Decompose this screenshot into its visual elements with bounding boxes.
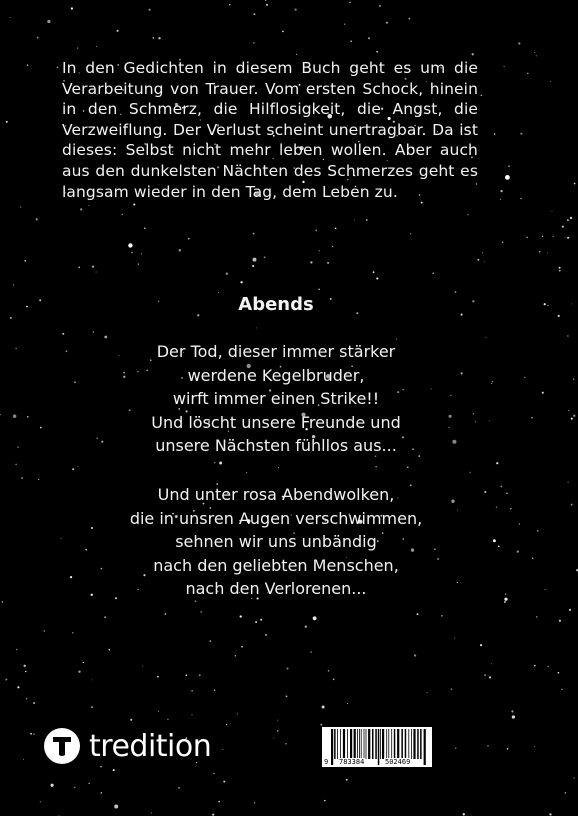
star bbox=[558, 672, 560, 674]
star bbox=[36, 218, 38, 220]
star bbox=[157, 676, 159, 678]
star bbox=[366, 219, 368, 221]
star bbox=[199, 674, 201, 676]
star bbox=[547, 253, 548, 254]
star bbox=[51, 784, 54, 787]
star bbox=[212, 814, 214, 816]
star bbox=[179, 249, 181, 251]
star bbox=[6, 121, 8, 123]
star bbox=[254, 802, 256, 804]
star bbox=[567, 219, 569, 221]
star bbox=[507, 748, 509, 750]
star bbox=[534, 52, 535, 53]
star bbox=[62, 333, 64, 335]
star bbox=[130, 719, 132, 721]
star bbox=[104, 336, 107, 339]
star bbox=[37, 37, 39, 39]
star bbox=[219, 462, 222, 465]
star bbox=[253, 42, 254, 43]
poem-line: Und löscht unsere Freunde und bbox=[151, 412, 401, 432]
star bbox=[344, 23, 345, 24]
star bbox=[480, 644, 482, 646]
star bbox=[109, 649, 111, 651]
poem-line: nach den Verlorenen... bbox=[185, 579, 367, 599]
star bbox=[2, 601, 4, 603]
star bbox=[558, 315, 560, 317]
star bbox=[80, 208, 82, 210]
star bbox=[92, 679, 93, 680]
star bbox=[191, 690, 192, 691]
poem-line: Und unter rosa Abendwolken, bbox=[157, 485, 395, 504]
star bbox=[43, 630, 44, 631]
star bbox=[142, 666, 143, 667]
star bbox=[542, 236, 543, 237]
star bbox=[427, 692, 428, 693]
star bbox=[376, 277, 378, 279]
star bbox=[16, 649, 17, 650]
star bbox=[333, 678, 335, 680]
poem-line: werdene Kegelbruder, bbox=[187, 365, 365, 385]
star bbox=[223, 781, 225, 783]
star bbox=[265, 634, 267, 636]
star bbox=[260, 619, 262, 621]
star bbox=[536, 55, 537, 56]
star bbox=[226, 724, 227, 725]
barcode-digit-first: 9 bbox=[324, 758, 329, 766]
star bbox=[305, 625, 307, 627]
star bbox=[78, 671, 80, 673]
star bbox=[235, 655, 236, 656]
barcode-digits-right: 502469 bbox=[385, 758, 411, 766]
star bbox=[432, 273, 433, 274]
star bbox=[508, 166, 509, 167]
star bbox=[96, 46, 97, 47]
star bbox=[164, 613, 166, 615]
star bbox=[266, 4, 268, 6]
star bbox=[568, 410, 569, 411]
star bbox=[410, 233, 411, 234]
star bbox=[409, 18, 411, 20]
star bbox=[200, 611, 201, 612]
star bbox=[567, 237, 569, 239]
star bbox=[218, 801, 220, 803]
star bbox=[454, 638, 455, 639]
star bbox=[148, 9, 150, 11]
star bbox=[559, 270, 561, 272]
star bbox=[264, 256, 266, 258]
star bbox=[26, 698, 27, 699]
blurb-text: In den Gedichten in diesem Buch geht es um die Verarbeitung von Trauer. Vom ersten Schock, hinein in den Schmerz, die Hilflosigkeit, die Angst, die Verzweiflung. Der Verlust scheint unertragbar. Da ist dieses: Selbst nicht mehr leben wollen. Aber auch aus den dunkelsten Nächten des Schmerzes geht es langsam wieder in den Tag, dem Leben zu. bbox=[62, 59, 478, 201]
star bbox=[463, 813, 465, 815]
poem-stanza-2 bbox=[0, 483, 552, 601]
star bbox=[485, 337, 486, 338]
star bbox=[178, 787, 180, 789]
star bbox=[101, 792, 103, 794]
star bbox=[226, 273, 228, 275]
star bbox=[88, 783, 89, 784]
barcode-digits-left: 783384 bbox=[339, 758, 365, 766]
star bbox=[10, 17, 11, 18]
star bbox=[114, 804, 118, 808]
star bbox=[188, 238, 190, 240]
star bbox=[571, 504, 573, 506]
star bbox=[386, 22, 388, 24]
star bbox=[278, 467, 279, 468]
star bbox=[144, 227, 146, 229]
poem-line: unsere Nächsten fühllos aus... bbox=[155, 436, 397, 456]
poem-title: Abends bbox=[238, 294, 314, 315]
star bbox=[328, 670, 330, 672]
star bbox=[74, 787, 75, 788]
star bbox=[310, 651, 311, 652]
star bbox=[520, 198, 521, 199]
star bbox=[23, 759, 24, 760]
star bbox=[77, 47, 78, 48]
star bbox=[138, 263, 139, 264]
star bbox=[571, 303, 572, 304]
star bbox=[347, 703, 348, 704]
star bbox=[277, 720, 278, 721]
star bbox=[47, 20, 50, 23]
star bbox=[505, 175, 510, 180]
star bbox=[78, 267, 80, 269]
star bbox=[567, 335, 568, 336]
star bbox=[273, 737, 274, 738]
star bbox=[414, 654, 416, 656]
star bbox=[38, 479, 39, 480]
star bbox=[13, 284, 14, 285]
star bbox=[237, 713, 238, 714]
star bbox=[562, 226, 564, 228]
star bbox=[113, 769, 115, 771]
star bbox=[5, 678, 7, 680]
star bbox=[256, 327, 257, 328]
star bbox=[335, 228, 337, 230]
star bbox=[296, 54, 297, 55]
star bbox=[72, 468, 74, 470]
star bbox=[534, 746, 535, 747]
star bbox=[518, 42, 520, 44]
star bbox=[487, 745, 488, 746]
star bbox=[489, 676, 491, 678]
star bbox=[20, 207, 21, 208]
poem-line: sehnen wir uns unbändig bbox=[175, 532, 377, 552]
star bbox=[320, 724, 322, 726]
star bbox=[72, 632, 73, 633]
star bbox=[253, 258, 257, 262]
star bbox=[441, 615, 443, 617]
star bbox=[481, 95, 483, 97]
star bbox=[559, 620, 561, 622]
star bbox=[167, 719, 168, 720]
star bbox=[122, 214, 124, 216]
star bbox=[500, 199, 501, 200]
star bbox=[417, 613, 419, 615]
star bbox=[83, 662, 84, 663]
star bbox=[33, 702, 35, 704]
star bbox=[286, 667, 288, 669]
star bbox=[104, 616, 106, 618]
star bbox=[494, 133, 495, 134]
star bbox=[128, 243, 132, 247]
star bbox=[218, 292, 219, 293]
star bbox=[294, 8, 296, 10]
star bbox=[191, 714, 192, 715]
star bbox=[455, 291, 457, 293]
star bbox=[319, 250, 320, 251]
star bbox=[96, 271, 97, 272]
star bbox=[375, 466, 376, 467]
star bbox=[315, 230, 317, 232]
star bbox=[511, 710, 513, 712]
isbn-barcode bbox=[322, 727, 432, 767]
star bbox=[33, 733, 35, 735]
star bbox=[27, 64, 28, 65]
star bbox=[502, 242, 503, 243]
star bbox=[569, 609, 571, 611]
star bbox=[504, 66, 505, 67]
star bbox=[285, 743, 287, 745]
star bbox=[71, 7, 73, 9]
star bbox=[141, 253, 142, 254]
poem-line: Der Tod, dieser immer stärker bbox=[156, 342, 396, 361]
star bbox=[520, 133, 522, 135]
star bbox=[553, 236, 554, 237]
star bbox=[379, 5, 381, 7]
star bbox=[77, 466, 78, 467]
publisher-logo bbox=[44, 726, 211, 766]
star bbox=[15, 464, 17, 466]
star bbox=[318, 289, 319, 290]
poem-line: nach den geliebten Menschen, bbox=[153, 555, 399, 575]
star bbox=[253, 13, 255, 15]
star bbox=[472, 53, 474, 55]
star bbox=[512, 715, 515, 718]
star bbox=[368, 37, 370, 39]
star bbox=[561, 689, 562, 690]
star bbox=[568, 482, 569, 483]
star bbox=[30, 733, 32, 735]
star bbox=[286, 696, 288, 698]
star bbox=[549, 813, 551, 815]
star bbox=[477, 259, 479, 261]
star bbox=[526, 237, 528, 239]
star bbox=[574, 777, 575, 778]
star bbox=[158, 711, 159, 712]
star bbox=[547, 666, 549, 668]
star bbox=[500, 190, 502, 192]
star bbox=[346, 779, 348, 781]
star bbox=[117, 30, 119, 32]
star bbox=[469, 472, 470, 473]
star bbox=[40, 801, 41, 802]
star bbox=[265, 0, 266, 1]
star bbox=[354, 219, 355, 220]
star bbox=[349, 2, 350, 3]
star bbox=[277, 730, 279, 732]
star bbox=[570, 217, 572, 219]
star bbox=[229, 4, 231, 6]
star bbox=[467, 214, 468, 215]
star bbox=[88, 205, 89, 206]
star bbox=[491, 663, 492, 664]
star bbox=[482, 252, 483, 253]
star bbox=[21, 477, 23, 479]
star bbox=[93, 331, 94, 332]
poem-line: die in unsren Augen verschwimmen, bbox=[129, 508, 423, 528]
star bbox=[534, 665, 536, 667]
star bbox=[255, 621, 257, 623]
star bbox=[246, 472, 247, 473]
star bbox=[92, 265, 94, 267]
star bbox=[559, 267, 561, 269]
star bbox=[25, 671, 26, 672]
star bbox=[322, 705, 325, 708]
star bbox=[324, 800, 325, 801]
star bbox=[313, 616, 317, 620]
star bbox=[373, 271, 375, 273]
star bbox=[17, 686, 19, 688]
star bbox=[240, 615, 242, 617]
star bbox=[213, 773, 214, 774]
star bbox=[131, 252, 133, 254]
star bbox=[214, 462, 215, 463]
star bbox=[573, 415, 575, 417]
star bbox=[253, 233, 255, 235]
star bbox=[539, 251, 540, 252]
star bbox=[310, 261, 312, 263]
star bbox=[527, 73, 529, 75]
star bbox=[571, 418, 573, 420]
star bbox=[186, 674, 188, 676]
star bbox=[451, 688, 453, 690]
tredition-t-icon bbox=[44, 728, 80, 764]
star bbox=[214, 689, 216, 691]
star bbox=[24, 665, 26, 667]
star bbox=[564, 237, 565, 238]
star bbox=[91, 706, 93, 708]
star bbox=[332, 246, 333, 247]
star bbox=[252, 265, 254, 267]
publisher-name: tredition bbox=[89, 728, 212, 764]
star bbox=[504, 601, 506, 603]
star bbox=[407, 466, 408, 467]
star bbox=[240, 281, 242, 283]
star bbox=[10, 317, 12, 319]
star bbox=[484, 674, 486, 676]
star bbox=[327, 262, 329, 264]
star bbox=[151, 813, 152, 814]
poem-stanza-1 bbox=[0, 340, 552, 458]
star bbox=[209, 640, 211, 642]
star bbox=[282, 31, 284, 33]
star bbox=[133, 204, 135, 206]
star bbox=[241, 646, 243, 648]
star bbox=[552, 211, 553, 212]
star bbox=[550, 81, 551, 82]
star bbox=[565, 792, 566, 793]
star bbox=[496, 462, 498, 464]
star bbox=[536, 616, 538, 618]
star bbox=[24, 260, 26, 262]
star bbox=[455, 747, 456, 748]
star bbox=[573, 378, 575, 380]
star bbox=[153, 37, 155, 39]
star bbox=[350, 40, 352, 42]
star bbox=[376, 51, 378, 53]
star bbox=[222, 749, 223, 750]
star bbox=[574, 183, 576, 185]
star bbox=[484, 261, 485, 262]
star bbox=[57, 67, 59, 69]
star bbox=[158, 37, 160, 39]
poem-line: wirft immer einen Strike!! bbox=[172, 389, 380, 409]
